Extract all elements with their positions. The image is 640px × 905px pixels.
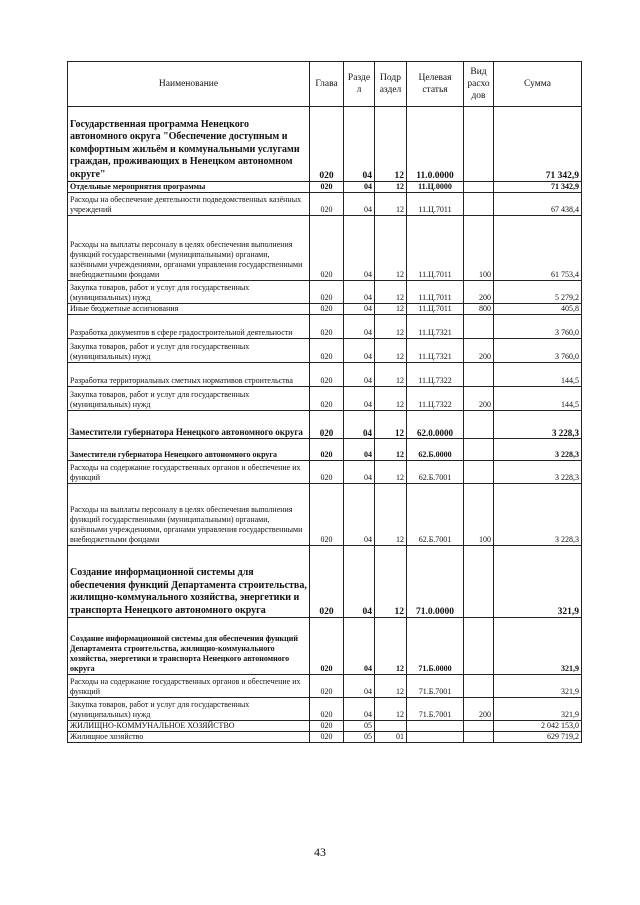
table-row <box>68 387 582 411</box>
table-row <box>68 721 582 732</box>
row-sum: 629 719,2 <box>494 732 582 743</box>
row-name: Создание информационной системы для обеспечения функций Департамента строительства, жилищно-коммунального хозяйства, энергетики и транспорта Ненецкого автономного округа <box>68 618 310 675</box>
row-razdel: 04 <box>344 484 375 546</box>
row-podrazdel: 12 <box>375 315 407 339</box>
row-vid <box>464 546 494 618</box>
header-razdel: Разде л <box>344 62 375 107</box>
row-razdel: 04 <box>344 281 375 304</box>
row-target <box>407 721 464 732</box>
table-row <box>68 107 582 182</box>
row-razdel: 04 <box>344 439 375 461</box>
row-podrazdel: 12 <box>375 304 407 315</box>
row-glava: 020 <box>310 618 344 675</box>
row-sum: 3 760,0 <box>494 339 582 363</box>
table-row <box>68 546 582 618</box>
row-target <box>407 732 464 743</box>
row-target: 11.0.0000 <box>407 107 464 182</box>
row-vid <box>464 721 494 732</box>
row-target: 11.Ц.7322 <box>407 363 464 387</box>
row-razdel: 04 <box>344 618 375 675</box>
table-row <box>68 411 582 439</box>
row-name: Разработка документов в сфере градостроительной деятельности <box>68 315 310 339</box>
row-podrazdel: 12 <box>375 439 407 461</box>
row-target: 11.Ц.0000 <box>407 182 464 193</box>
row-glava: 020 <box>310 439 344 461</box>
row-name: Жилищное хозяйство <box>68 732 310 743</box>
row-podrazdel: 12 <box>375 387 407 411</box>
row-glava: 020 <box>310 461 344 484</box>
row-vid: 200 <box>464 281 494 304</box>
row-sum: 321,9 <box>494 618 582 675</box>
row-razdel: 04 <box>344 546 375 618</box>
row-name: Расходы на выплаты персоналу в целях обеспечения выполнения функций государственными (муниципальными) органами, казёнными учреждениями, органами управления государственными внебюджетными фондами <box>68 484 310 546</box>
row-name: Закупка товаров, работ и услуг для государственных (муниципальных) нужд <box>68 387 310 411</box>
row-vid: 200 <box>464 698 494 721</box>
table-row <box>68 461 582 484</box>
row-target: 71.Б.7001 <box>407 698 464 721</box>
row-vid: 200 <box>464 339 494 363</box>
row-glava: 020 <box>310 698 344 721</box>
row-sum: 5 279,2 <box>494 281 582 304</box>
table-row <box>68 304 582 315</box>
row-podrazdel: 12 <box>375 216 407 281</box>
row-podrazdel: 12 <box>375 193 407 216</box>
row-name: Заместители губернатора Ненецкого автономного округа <box>68 411 310 439</box>
row-target: 62.Б.7001 <box>407 484 464 546</box>
row-razdel: 04 <box>344 411 375 439</box>
row-glava: 020 <box>310 107 344 182</box>
row-target: 11.Ц.7011 <box>407 281 464 304</box>
row-sum: 71 342,9 <box>494 107 582 182</box>
row-razdel: 04 <box>344 216 375 281</box>
page-number: 43 <box>314 845 326 859</box>
row-vid: 100 <box>464 484 494 546</box>
row-sum: 67 438,4 <box>494 193 582 216</box>
row-name: Заместители губернатора Ненецкого автономного округа <box>68 439 310 461</box>
row-vid: 800 <box>464 304 494 315</box>
row-glava: 020 <box>310 304 344 315</box>
table-row <box>68 618 582 675</box>
row-razdel: 04 <box>344 675 375 698</box>
row-razdel: 04 <box>344 387 375 411</box>
budget-table <box>67 61 582 743</box>
header-podrazdel: Подр аздел <box>375 62 407 107</box>
row-target: 11.Ц.7011 <box>407 216 464 281</box>
row-sum: 2 042 153,0 <box>494 721 582 732</box>
row-vid <box>464 193 494 216</box>
row-vid <box>464 675 494 698</box>
row-glava: 020 <box>310 721 344 732</box>
row-podrazdel: 12 <box>375 484 407 546</box>
row-razdel: 05 <box>344 732 375 743</box>
table-row <box>68 698 582 721</box>
row-target: 11.Ц.7011 <box>407 304 464 315</box>
row-razdel: 04 <box>344 698 375 721</box>
row-glava: 020 <box>310 363 344 387</box>
row-glava: 020 <box>310 675 344 698</box>
row-razdel: 04 <box>344 315 375 339</box>
row-name: Расходы на содержание государственных органов и обеспечение их функций <box>68 675 310 698</box>
row-glava: 020 <box>310 546 344 618</box>
row-name: Расходы на содержание государственных органов и обеспечение их функций <box>68 461 310 484</box>
row-name: Отдельные мероприятия программы <box>68 182 310 193</box>
row-name: Закупка товаров, работ и услуг для государственных (муниципальных) нужд <box>68 698 310 721</box>
table-row <box>68 439 582 461</box>
row-podrazdel: 12 <box>375 281 407 304</box>
row-vid <box>464 618 494 675</box>
row-name: Расходы на выплаты персоналу в целях обеспечения выполнения функций государственными (муниципальными) органами, казёнными учреждениями, органами управления государственными внебюджетными фондами <box>68 216 310 281</box>
row-podrazdel: 12 <box>375 618 407 675</box>
row-sum: 321,9 <box>494 675 582 698</box>
row-podrazdel <box>375 721 407 732</box>
row-podrazdel: 12 <box>375 546 407 618</box>
row-sum: 61 753,4 <box>494 216 582 281</box>
table-row <box>68 281 582 304</box>
row-glava: 020 <box>310 339 344 363</box>
row-vid: 200 <box>464 387 494 411</box>
row-sum: 144,5 <box>494 363 582 387</box>
row-target: 11.Ц.7011 <box>407 193 464 216</box>
table-row <box>68 315 582 339</box>
row-vid <box>464 107 494 182</box>
row-podrazdel: 12 <box>375 675 407 698</box>
table-row <box>68 193 582 216</box>
row-glava: 020 <box>310 387 344 411</box>
row-podrazdel: 12 <box>375 182 407 193</box>
row-razdel: 04 <box>344 107 375 182</box>
header-name: Наименование <box>68 62 310 107</box>
row-glava: 020 <box>310 216 344 281</box>
row-glava: 020 <box>310 281 344 304</box>
row-podrazdel: 12 <box>375 339 407 363</box>
row-glava: 020 <box>310 484 344 546</box>
row-target: 11.Ц.7322 <box>407 387 464 411</box>
table-row <box>68 363 582 387</box>
row-podrazdel: 01 <box>375 732 407 743</box>
row-sum: 321,9 <box>494 698 582 721</box>
row-vid <box>464 182 494 193</box>
row-target: 62.Б.0000 <box>407 439 464 461</box>
header-vid: Вид расхо дов <box>464 62 494 107</box>
row-glava: 020 <box>310 193 344 216</box>
table-row <box>68 484 582 546</box>
header-target: Целевая статья <box>407 62 464 107</box>
row-podrazdel: 12 <box>375 411 407 439</box>
row-vid <box>464 363 494 387</box>
row-razdel: 04 <box>344 363 375 387</box>
row-target: 62.Б.7001 <box>407 461 464 484</box>
row-name: Расходы на обеспечение деятельности подведомственных казённых учреждений <box>68 193 310 216</box>
row-vid: 100 <box>464 216 494 281</box>
table-row <box>68 675 582 698</box>
row-target: 11.Ц.7321 <box>407 315 464 339</box>
table-row <box>68 732 582 743</box>
row-vid <box>464 732 494 743</box>
row-podrazdel: 12 <box>375 107 407 182</box>
row-razdel: 04 <box>344 461 375 484</box>
row-name: Разработка территориальных сметных нормативов строительства <box>68 363 310 387</box>
row-sum: 3 760,0 <box>494 315 582 339</box>
row-name: Создание информационной системы для обеспечения функций Департамента строительства, жилищно-коммунального хозяйства, энергетики и транспорта Ненецкого автономного округа <box>68 546 310 618</box>
row-target: 71.Б.0000 <box>407 618 464 675</box>
row-glava: 020 <box>310 732 344 743</box>
row-name: Закупка товаров, работ и услуг для государственных (муниципальных) нужд <box>68 281 310 304</box>
row-target: 11.Ц.7321 <box>407 339 464 363</box>
row-razdel: 04 <box>344 182 375 193</box>
table-row <box>68 182 582 193</box>
row-target: 71.Б.7001 <box>407 675 464 698</box>
row-sum: 321,9 <box>494 546 582 618</box>
row-sum: 71 342,9 <box>494 182 582 193</box>
row-sum: 3 228,3 <box>494 484 582 546</box>
row-target: 62.0.0000 <box>407 411 464 439</box>
row-sum: 3 228,3 <box>494 461 582 484</box>
table-header-row <box>68 62 582 107</box>
row-glava: 020 <box>310 182 344 193</box>
row-name: Государственная программа Ненецкого автономного округа "Обеспечение доступным и комфортным жильём и коммунальными услугами граждан, проживающих в Ненецком автономном округе" <box>68 107 310 182</box>
header-glava: Глава <box>310 62 344 107</box>
row-glava: 020 <box>310 411 344 439</box>
row-sum: 3 228,3 <box>494 411 582 439</box>
row-sum: 144,5 <box>494 387 582 411</box>
row-razdel: 04 <box>344 339 375 363</box>
row-name: Иные бюджетные ассигнования <box>68 304 310 315</box>
row-vid <box>464 439 494 461</box>
table-row <box>68 339 582 363</box>
row-razdel: 04 <box>344 304 375 315</box>
row-vid <box>464 411 494 439</box>
row-sum: 3 228,3 <box>494 439 582 461</box>
row-sum: 405,8 <box>494 304 582 315</box>
row-vid <box>464 461 494 484</box>
row-name: ЖИЛИЩНО-КОММУНАЛЬНОЕ ХОЗЯЙСТВО <box>68 721 310 732</box>
row-vid <box>464 315 494 339</box>
row-razdel: 04 <box>344 193 375 216</box>
row-podrazdel: 12 <box>375 363 407 387</box>
row-target: 71.0.0000 <box>407 546 464 618</box>
row-podrazdel: 12 <box>375 698 407 721</box>
row-name: Закупка товаров, работ и услуг для государственных (муниципальных) нужд <box>68 339 310 363</box>
header-sum: Сумма <box>494 62 582 107</box>
row-glava: 020 <box>310 315 344 339</box>
table-row <box>68 216 582 281</box>
row-razdel: 05 <box>344 721 375 732</box>
row-podrazdel: 12 <box>375 461 407 484</box>
